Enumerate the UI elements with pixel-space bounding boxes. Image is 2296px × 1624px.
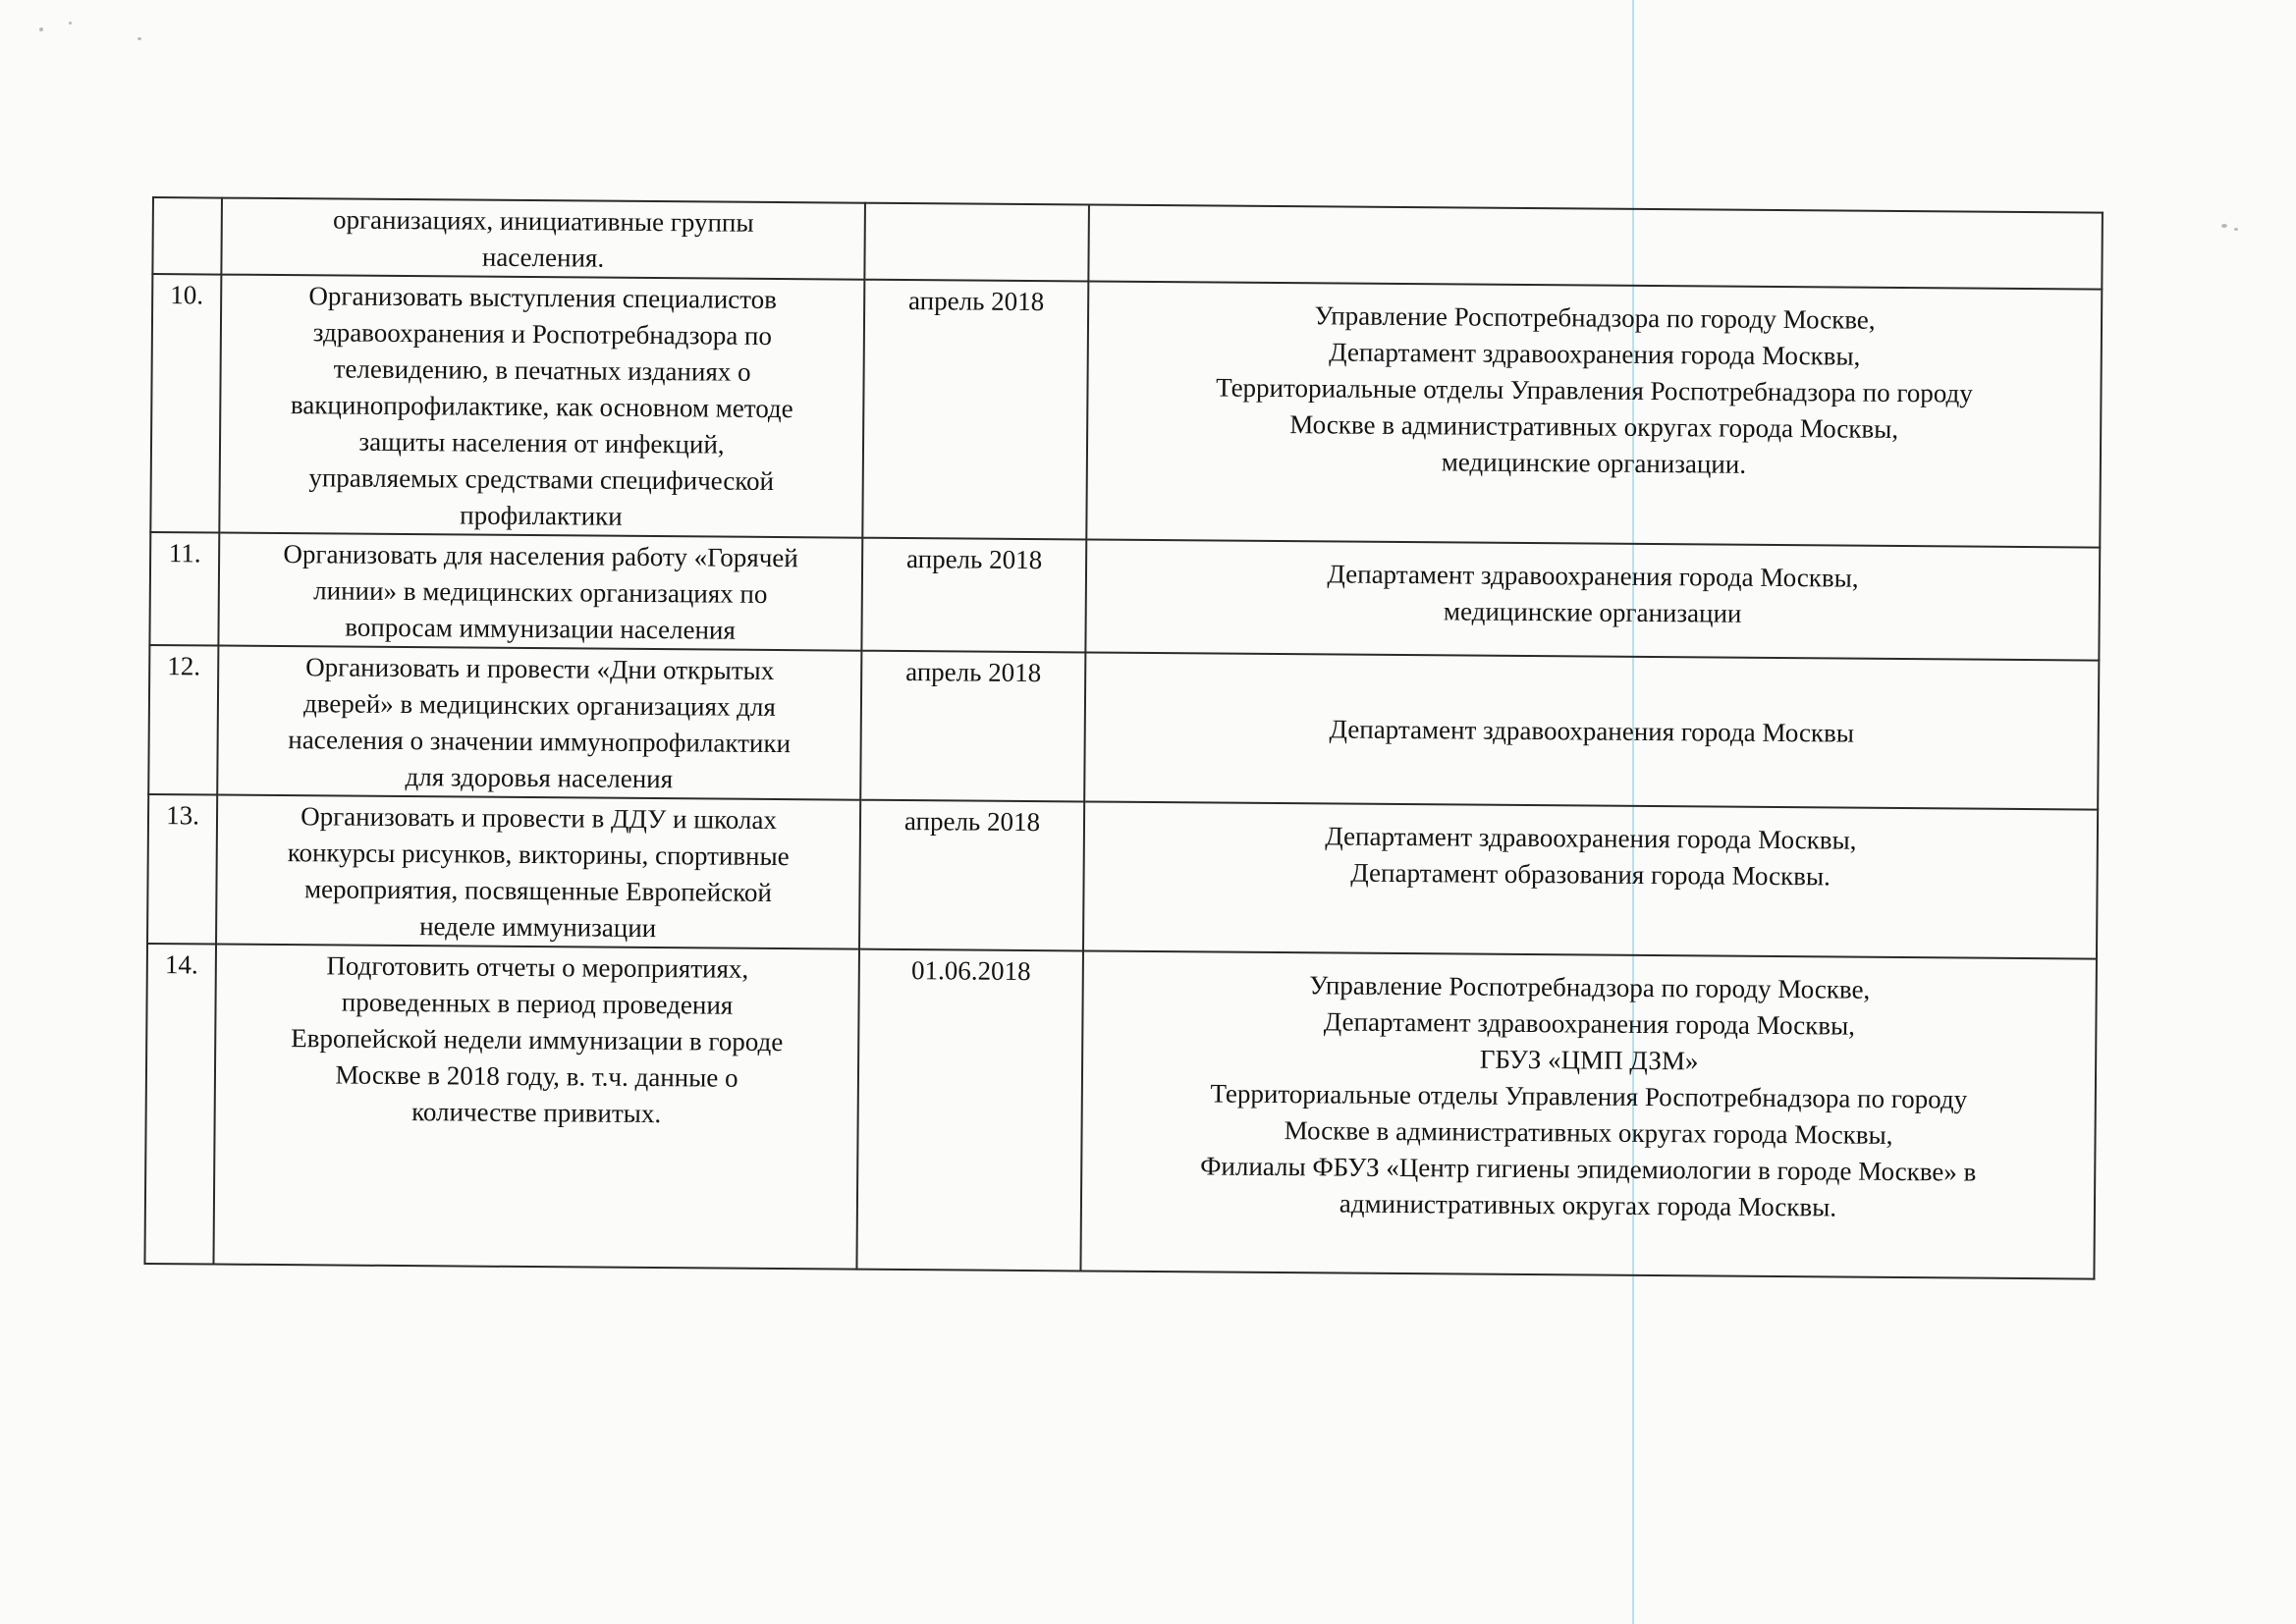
- responsible-line: Москве в административных округах города Москвы,: [1284, 1115, 1893, 1150]
- responsible-line: Территориальные отделы Управления Роспотребнадзора по городу: [1216, 372, 1973, 408]
- date-cell: апрель 2018: [860, 651, 1085, 802]
- responsible-line: Департамент образования города Москвы.: [1350, 857, 1831, 892]
- row-number: 10.: [150, 274, 221, 533]
- action-line: Организовать и провести «Дни открытых: [305, 652, 775, 685]
- responsible-cell: [1083, 801, 2098, 958]
- action-cell: [213, 945, 859, 1270]
- date-cell: апрель 2018: [861, 538, 1086, 653]
- date-cell: апрель 2018: [859, 800, 1084, 951]
- action-line: неделе иммунизации: [419, 911, 657, 944]
- action-line: Организовать и провести в ДДУ и школах: [301, 801, 778, 836]
- action-line: проведенных в период проведения: [341, 987, 734, 1020]
- responsible-line: Департамент здравоохранения города Москвы,: [1325, 821, 1857, 855]
- responsible-line: Территориальные отделы Управления Роспотребнадзора по городу: [1210, 1078, 1968, 1114]
- action-line: Организовать выступления специалистов: [308, 281, 778, 314]
- responsible-cell: [1084, 652, 2099, 809]
- row-number: 12.: [148, 645, 218, 795]
- date-cell: 01.06.2018: [856, 949, 1083, 1272]
- action-line: населения о значении иммунопрофилактики: [288, 725, 792, 759]
- responsible-line: ГБУЗ «ЦМП ДЗМ»: [1479, 1044, 1699, 1076]
- action-cell: [219, 275, 864, 538]
- action-line: линии» в медицинских организациях по: [313, 575, 768, 609]
- scan-speck: [39, 27, 43, 31]
- responsible-cell: [1085, 539, 2100, 660]
- scan-speck: [137, 37, 141, 40]
- row-number: 14.: [144, 944, 216, 1265]
- table-row: [150, 274, 2102, 548]
- table-row: [149, 532, 2100, 661]
- row-number: [152, 197, 222, 275]
- action-line: Подготовить отчеты о мероприятиях,: [326, 950, 749, 984]
- action-line: защиты населения от инфекций,: [358, 426, 725, 460]
- action-line: населения.: [481, 242, 605, 273]
- responsible-cell: [1088, 204, 2103, 289]
- table-row: [148, 645, 2099, 810]
- action-line: вакцинопрофилактике, как основном методе: [290, 390, 793, 424]
- action-line: мероприятия, посвященные Европейской: [303, 874, 772, 907]
- action-line: Организовать для населения работу «Горячей: [283, 539, 798, 573]
- action-line: профилактики: [460, 500, 623, 531]
- responsible-line: Филиалы ФБУЗ «Центр гигиены эпидемиологии в городе Москве» в: [1200, 1151, 1977, 1187]
- action-cell: [221, 198, 865, 280]
- action-line: вопросам иммунизации населения: [345, 612, 736, 645]
- responsible-line: Департамент здравоохранения города Москвы,: [1323, 1006, 1856, 1041]
- date-cell: апрель 2018: [862, 280, 1088, 540]
- responsible-line: Управление Роспотребнадзора по городу Москве,: [1314, 300, 1876, 335]
- action-cell: [218, 533, 862, 651]
- responsible-line: медицинские организации.: [1441, 447, 1747, 479]
- action-line: конкурсы рисунков, викторины, спортивные: [287, 838, 790, 872]
- action-line: телевидению, в печатных изданиях о: [333, 353, 751, 387]
- action-cell: [216, 795, 860, 949]
- action-line: для здоровья населения: [405, 762, 674, 794]
- responsible-line: медицинские организации: [1443, 596, 1742, 628]
- responsible-cell: [1086, 281, 2102, 547]
- action-line: количестве привитых.: [411, 1097, 662, 1129]
- action-line: управляемых средствами специфической: [308, 462, 775, 496]
- row-number: 11.: [149, 532, 219, 646]
- date-cell: [864, 203, 1089, 282]
- scan-speck: [2234, 228, 2238, 231]
- action-line: Европейской недели иммунизации в городе: [291, 1023, 784, 1057]
- responsible-line: Департамент здравоохранения города Москвы,: [1329, 337, 1861, 371]
- responsible-line: Управление Роспотребнадзора по городу Москве,: [1309, 970, 1871, 1004]
- action-line: дверей» в медицинских организациях для: [302, 688, 776, 723]
- responsible-line: Департамент здравоохранения города Москвы: [1329, 713, 1855, 748]
- responsible-cell: [1080, 950, 2097, 1278]
- action-cell: [217, 646, 861, 800]
- action-line: здравоохранения и Роспотребнадзора по: [312, 317, 773, 351]
- action-line: Москве в 2018 году, в. т.ч. данные о: [335, 1059, 738, 1093]
- measures-table: [143, 196, 2103, 1280]
- responsible-line: Департамент здравоохранения города Москвы,: [1327, 559, 1859, 593]
- responsible-line: административных округах города Москвы.: [1339, 1188, 1837, 1222]
- table-row: [147, 794, 2098, 959]
- row-number: 13.: [147, 794, 217, 945]
- responsible-line: Москве в административных округах города Москвы,: [1289, 409, 1899, 444]
- table-row: [144, 944, 2096, 1279]
- action-line: организациях, инициативные группы: [332, 204, 754, 238]
- scan-speck: [2221, 224, 2227, 228]
- scan-speck: [69, 22, 72, 25]
